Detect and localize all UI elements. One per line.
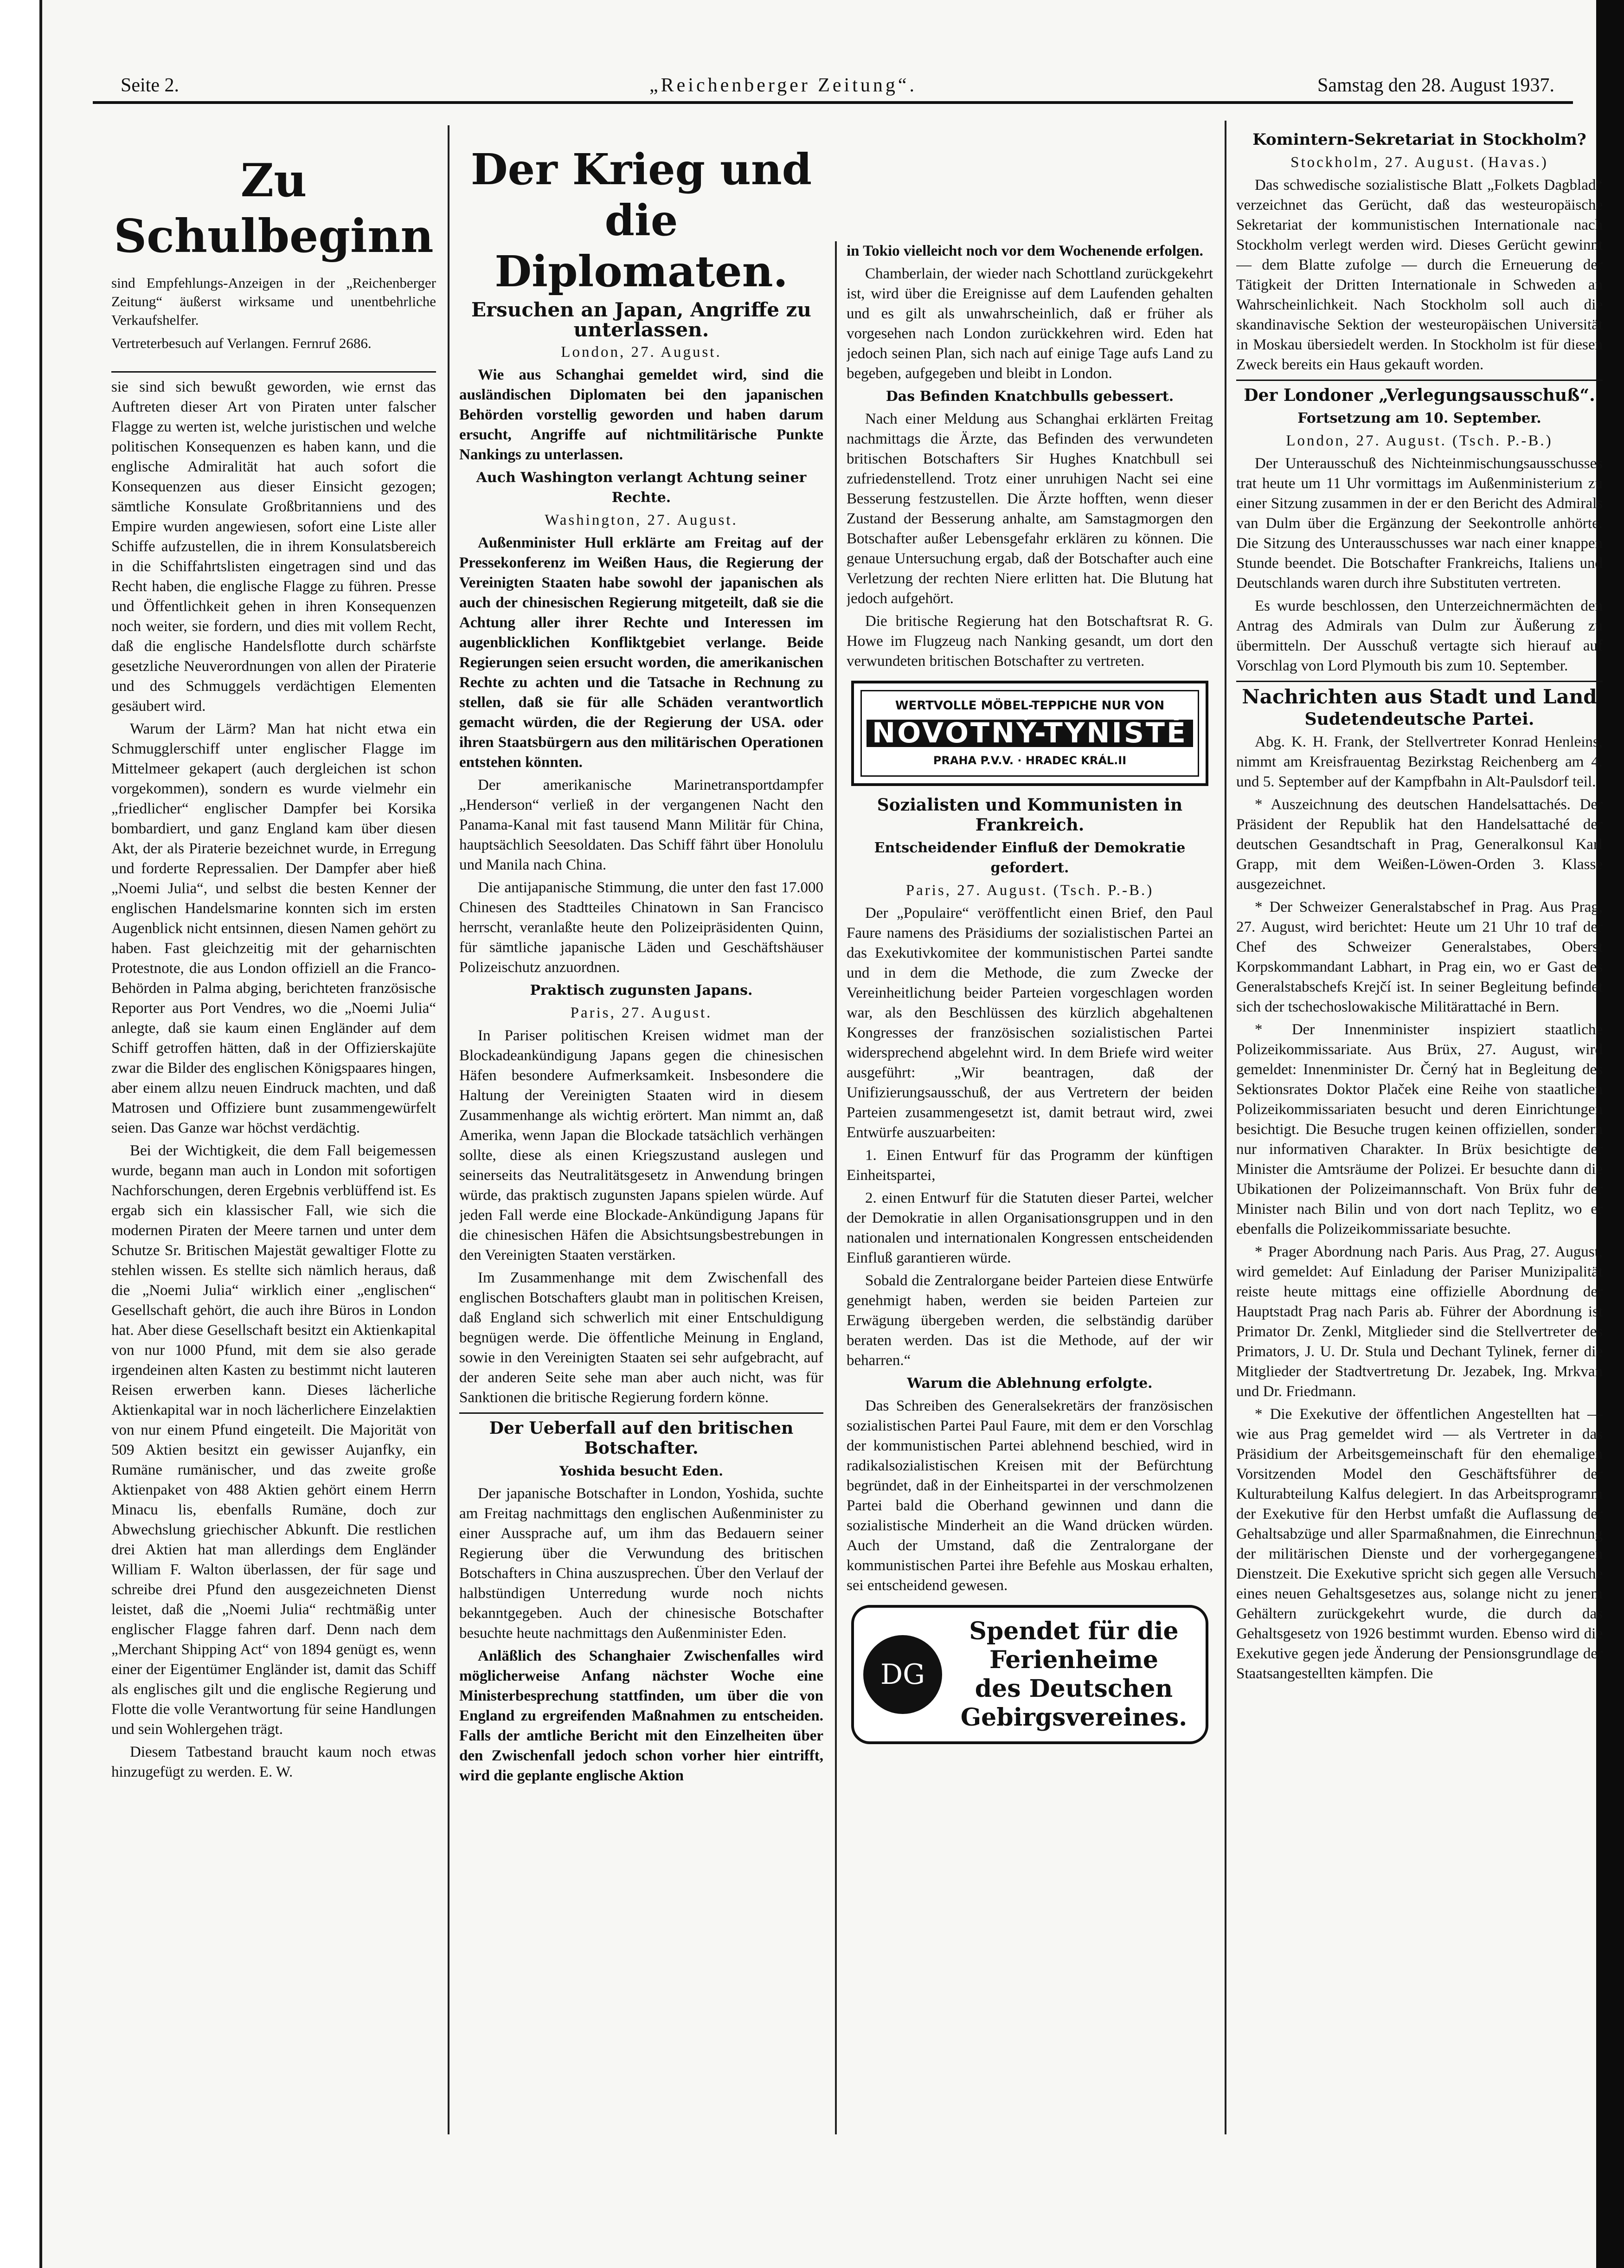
section-headline: Nachrichten aus Stadt und Land: [1242, 685, 1597, 708]
dateline: Paris, 27. August.: [570, 1005, 713, 1021]
column-rule-3: [1225, 121, 1226, 2134]
article-paragraph: Die britische Regierung hat den Botschaftsrat R. G. Howe im Flugzeug nach Nanking gesandt, um dort den verwundeten britischen Botschafter zu vertreten.: [847, 613, 1213, 670]
news-item: * Der Schweizer Generalstabschef in Prag. Aus Prag, 27. August, wird berichtet: Heute um 21 Uhr 10 traf der Chef des Schweizer Generalstabes, Oberst Korpskommandant Labhart, in Prag ein, wo er Gast des Generalstabschefs Krejčí ist. In seiner Begleitung befindet sich der tschechoslowakische Militärattaché in Bern.: [1236, 899, 1603, 1015]
ad-line: Spendet für die: [969, 1617, 1179, 1645]
article-paragraph: Das Schreiben des Generalsekretärs der französischen sozialistischen Partei Paul Faure, mit dem er den Vorschlag der kommunistischen Partei ablehnend beschied, wird in radikalsozialistischen Kreisen mit der Befürchtung begründet, daß in der Einheitspartei in der verschmolzenen Partei bald die Oberhand gewinnen und dann die sozialistische Minderheit an die Wand drücken würden. Auch der Umstand, daß die Zentralorgane der kommunistischen Partei ihre Befehle aus Moskau erhalten, sei entscheidend gewesen.: [847, 1398, 1213, 1594]
article-paragraph: Die antijapanische Stimmung, die unter den fast 17.000 Chinesen des Stadtteiles Chinatown in San Francisco herrscht, veranlaßte heute den Polizeipräsidenten Quinn, für sämtliche japanische Läden und Geschäftshäuser Polizeischutz anzuordnen.: [459, 879, 823, 976]
article-paragraph: Bei der Wichtigkeit, die dem Fall beigemessen wurde, begann man auch in London mit sofortigen Nachforschungen, deren Ergebnis verblüffend ist. Es ergab sich ein klassischer Fall, wie sich die modernen Piraten der Meere tarnen und unter dem Schutze Sr. Britischen Majestät gewaltiger Flotte zu stehlen wissen. Es stellte sich nämlich heraus, daß die „Noemi Julia“ wirklich einer „englischen“ Gesellschaft gehört, die auch ihre Büros in London hat. Aber diese Gesellschaft besitzt ein Aktienkapital von nur 1000 Pfund, mit dem sie also gerade irgendeinen alten Kasten zu bestimmt nicht lauteren Reisen erwerben kann. Dieses lächerliche Aktienkapital war in noch lächerlichere Einzelaktien von nur einem Pfund eingeteilt. Die Majorität von 509 Aktien besitzt ein gewisser Aujanfky, ein Rumäne rumänischer, und das zweite große Aktienpaket von 488 Aktien gehört einem Herrn Minacu lis, ebenfalls Rumäne, doch zur Abwechslung griechischer Abkunft. Die restlichen drei Aktien hat man allerdings dem Engländer William F. Walton überlassen, der für sage und schreibe drei Pfund den ausgezeichneten Dienst leistet, daß die „Noemi Julia“ rechtmäßig unter englischer Flagge fahren darf. Denn nach dem „Merchant Shipping Act“ von 1894 genügt es, wenn einer der Eigentümer Engländer ist, damit das Schiff als englisches gilt und die englische Regierung und Flotte die volle Verantwortung für seine Handlungen und sein Wohlergehen trägt.: [111, 1142, 436, 1738]
divider: [1236, 681, 1603, 682]
article-paragraph: Der Unterausschuß des Nichteinmischungsausschusses trat heute um 11 Uhr vormittags im Außenministerium zu einer Sitzung zusammen in der er den Bericht des Admirals van Dulm über die Ergänzung der Seekontrolle anhörte. Die Sitzung des Unterausschusses war nach einer knappen Stunde beendet. Die Botschafter Frankreichs, Italiens und Deutschlands waren durch ihre Substituten vertreten.: [1236, 455, 1603, 592]
article-paragraph: Das schwedische sozialistische Blatt „Folkets Dagblad“ verzeichnet das Gerücht, daß das westeuropäische Sekretariat der kommunistischen Internationale nach Stockholm verlegt werden wird. Dieses Gerücht gewinnt — dem Blatte zufolge — durch die Erneuerung der Tätigkeit der Dritten Internationale in Schweden an Wahrscheinlichkeit. Nach Stockholm soll auch die skandinavische Sektion der westeuropäischen Universität in Moskau übersiedelt werden. In Stockholm ist für diesen Zweck bereits ein Haus gekauft worden.: [1236, 177, 1603, 373]
masthead-rule: [93, 101, 1573, 104]
scan-margin: [0, 0, 42, 2268]
article-paragraph: Sobald die Zentralorgane beider Parteien diese Entwürfe genehmigt haben, werden sie beiden Parteien zur Erwägung übergeben werden, die selbständig darüber beraten werden. Das ist die Methode, auf der wir beharren.“: [847, 1272, 1213, 1369]
ad-headline: Zu Schulbeginn: [114, 154, 434, 263]
news-item: * Der Innenminister inspiziert staatliche Polizeikommissariate. Aus Brüx, 27. August, wird gemeldet: Innenminister Dr. Černý hat in Begleitung des Sektionsrates Doktor Plaček eine Reihe von staatlichen Polizeikommissariaten besucht und deren Einrichtungen besichtigt. Die Besuche trugen keinen offiziellen, sondern nur informativen Charakter. In Brüx besichtigte der Minister die Amtsräume der Polizei. Er besuchte dann die Ubikationen der Polizeimannschaft. Von Brüx fuhr der Minister nach Bilin und von dort nach Teplitz, wo er ebenfalls die Polizeikommissariate besuchte.: [1236, 1021, 1603, 1237]
article-paragraph: in Tokio vielleicht noch vor dem Wochenende erfolgen.: [847, 243, 1203, 259]
column-rule-2: [835, 241, 837, 2134]
section-subhead: Entscheidender Einfluß der Demokratie gefordert.: [874, 840, 1186, 876]
issue-date: Samstag den 28. August 1937.: [1317, 75, 1554, 96]
dateline: Stockholm, 27. August. (Havas.): [1290, 154, 1548, 171]
section-subhead: Warum die Ablehnung erfolgte.: [907, 1375, 1153, 1392]
article-paragraph: Es wurde beschlossen, den Unterzeichnermächten den Antrag des Admirals van Dulm zur Äußerung zu übermitteln. Der Ausschuß vertagte sich hierauf auf Vorschlag von Lord Plymouth bis zum 10. September.: [1236, 598, 1603, 674]
list-item: 1. Einen Entwurf für das Programm der künftigen Einheitspartei,: [847, 1147, 1213, 1184]
article-paragraph: Abg. K. H. Frank, der Stellvertreter Konrad Henleins, nimmt am Kreisfrauentag Bezirkstag Reichenberg am 4. und 5. September auf der Kampfbahn in Alt-Paulsdorf teil.: [1236, 734, 1603, 790]
ad-frame: [860, 690, 1199, 777]
masthead: [93, 74, 1568, 102]
ad-address: PRAHA P.V.V. · HRADEC KRÁL.II: [933, 754, 1127, 767]
divider: [1236, 380, 1603, 381]
donation-advertisement: [851, 1605, 1208, 1744]
column-rule-1: [448, 125, 449, 2134]
dateline: London, 27. August.: [561, 344, 722, 361]
column-1: [111, 116, 436, 2134]
section-subhead: Fortsetzung am 10. September.: [1297, 410, 1541, 426]
ad-line: Ferienheime: [989, 1646, 1158, 1674]
binding-edge: [39, 0, 42, 2268]
ad-line: Gebirgsvereines.: [960, 1703, 1188, 1732]
dateline: London, 27. August. (Tsch. P.-B.): [1286, 432, 1553, 449]
article-paragraph: Diesem Tatbestand braucht kaum noch etwas hinzugefügt zu werden. E. W.: [111, 1744, 436, 1780]
news-item: * Auszeichnung des deutschen Handelsattachés. Der Präsident der Republik hat den Handelsattaché der deutschen Gesandtschaft in Prag, Generalkonsul Karl Grapp, mit dem Weißen-Löwen-Orden 3. Klasse ausgezeichnet.: [1236, 796, 1603, 893]
dateline: Paris, 27. August. (Tsch. P.-B.): [905, 882, 1154, 899]
section-subhead: Der Londoner „Verlegungsausschuß“.: [1244, 386, 1595, 405]
article-paragraph: Nach einer Meldung aus Schanghai erklärten Freitag nachmittags die Ärzte, das Befinden des verwundeten britischen Botschafters Sir Hughes Knatchbull sei zufriedenstellend. Trotz einer unruhigen Nacht sei eine Besserung festzustellen. Die Ärzte hofften, wenn dieser Zustand der Besserung anhalte, am Samstagmorgen den Botschafter außer Lebensgefahr erklären zu können. Die genaue Untersuchung ergab, daß der Botschafter auch eine Verletzung der rechten Niere erlitten hat. Die Blutung hat jedoch aufgehört.: [847, 411, 1213, 607]
dateline: Washington, 27. August.: [545, 512, 738, 528]
article-paragraph: Im Zusammenhange mit dem Zwischenfall des englischen Botschafters glaubt man in politischen Kreisen, daß England sich schwerlich mit einer Entschuldigung begnügen werde. Die öffentliche Meinung in England, sowie in den Vereinigten Staaten sei sehr aufgebracht, auf der anderen Seite sehe man aber auch nicht, was für Sanktionen die britische Regierung fordern könne.: [459, 1269, 823, 1406]
ad-text: sind Empfehlungs-Anzeigen in der „Reichenberger Zeitung“ äußerst wirksame und unentbehrliche Verkaufshelfer.: [111, 275, 436, 328]
ad-line: des Deutschen: [975, 1675, 1173, 1703]
section-subhead: Der Ueberfall auf den britischen Botschafter.: [489, 1418, 794, 1458]
main-headline: Der Krieg und die Diplomaten.: [470, 144, 812, 296]
club-emblem-icon: DG: [863, 1635, 942, 1714]
article-paragraph: Anläßlich des Schanghaier Zwischenfalles wird möglicherweise Anfang nächster Woche eine Ministerbesprechung stattfinden, um über die von England zu ergreifenden Maßnahmen zu entscheiden. Falls der amtliche Bericht mit den Einzelheiten über den Zwischenfall jedoch schon vorher hier eintrifft, wird die geplante englische Aktion: [459, 1648, 823, 1784]
article-paragraph: Wie aus Schanghai gemeldet wird, sind die ausländischen Diplomaten bei den japanischen Behörden vorstellig geworden und haben darum ersucht, Angriffe auf nichtmilitärische Punkte Nankings zu unterlassen.: [459, 367, 823, 463]
article-paragraph: Der „Populaire“ veröffentlicht einen Brief, den Paul Faure namens des Präsidiums der sozialistischen Partei an das Exekutivkomitee der kommunistischen Partei sandte und in dem die Methode, die zum Zwecke der Vereinheitlichung beider Parteien vorgeschlagen worden war, als den Beschlüssen des kürzlich abgehaltenen Kongresses der französischen sozialistischen Partei widersprechend abgelehnt wird. In dem Briefe wird weiter ausgeführt: „Wir beantragen, daß der Unifizierungsausschuß, der aus Vertretern der beiden Parteien zusammengesetzt ist, damit betraut wird, zwei Entwürfe auszuarbeiten:: [847, 905, 1213, 1141]
section-subhead: Sudetendeutsche Partei.: [1304, 709, 1534, 729]
section-subhead: Das Befinden Knatchbulls gebessert.: [886, 388, 1174, 405]
divider: [111, 371, 436, 373]
article-paragraph: Chamberlain, der wieder nach Schottland zurückgekehrt ist, wird über die Ereignisse auf dem Laufenden gehalten und es gilt als unwahrscheinlich, daß er früher als vorgesehen nach London zurückkehren wird. Eden hat jedoch seinen Plan, sich nach auf einige Tage aufs Land zu begeben, aufgegeben und bleibt in London.: [847, 265, 1213, 382]
column-3: [847, 241, 1213, 2260]
article-paragraph: Der japanische Botschafter in London, Yoshida, suchte am Freitag nachmittags den englischen Außenminister zu einer Aussprache auf, um ihm das Bedauern seiner Regierung über die Verwundung des britischen Botschafters in China auszusprechen. Über den Verlauf der halbstündigen Unterredung wurde noch nichts bekanntgegeben. Auch der chinesische Botschafter besuchte heute nachmittags den Außenminister Eden.: [459, 1485, 823, 1642]
page-number: Seite 2.: [121, 75, 179, 96]
article-paragraph: Der amerikanische Marinetransportdampfer „Henderson“ verließ in der vergangenen Nacht den Panama-Kanal mit fast tausend Mann Militär für China, hauptsächlich Seesoldaten. Das Schiff fährt über Honolulu und Manila nach China.: [459, 777, 823, 873]
section-subhead: Praktisch zugunsten Japans.: [530, 982, 753, 999]
ad-tagline: WERTVOLLE MÖBEL-TEPPICHE NUR VON: [895, 699, 1165, 713]
list-item: 2. einen Entwurf für die Statuten dieser Partei, welcher der Demokratie in allen Organisationsgruppen und in den nationalen und internationalen Kongressen entscheidenden Einfluß garantieren würde.: [847, 1190, 1213, 1266]
news-item: * Die Exekutive der öffentlichen Angestellten hat — wie aus Prag gemeldet wird — als Vertreter in das Präsidium der Arbeitsgemeinschaft für den ehemaligen Vorsitzenden Model den Geschäftsführer der Kulturabteilung Kalfus delegiert. In das Arbeitsprogramm der Exekutive für den Herbst umfaßt die Auflassung der Gehaltsabzüge und aller Sparmaßnahmen, die Einrechnung der militärischen Dienste und der vorhergegangenen Dienstzeit. Die Exekutive spricht sich gegen alle Versuche eines neuen Gehaltsgesetzes aus, solange nicht zu jenem Gehältern zurückgekehrt wurde, die durch das Gehaltsgesetz von 1926 bestimmt wurden. Ebenso wird die Exekutive gegen jede Änderung der Pensionsgrundlage der Staatsangestellten kämpfen. Die: [1236, 1406, 1603, 1682]
section-subhead: Sozialisten und Kommunisten in Frankreich.: [877, 795, 1183, 835]
furniture-advertisement: [851, 681, 1208, 786]
column-4: [1236, 121, 1603, 2139]
section-subhead: Auch Washington verlangt Achtung seiner Rechte.: [476, 470, 807, 506]
divider: [459, 1412, 823, 1414]
main-subheadline: Ersuchen an Japan, Angriffe zu unterlassen.: [471, 298, 811, 341]
article-paragraph: Warum der Lärm? Man hat nicht etwa ein Schmugglerschiff unter englischer Flagge im Mittelmeer gekapert (auch dergleichen ist schon vorgekommen), sondern es wurde vielmehr ein „friedlicher“ englischer Dampfer bei Korsika bombardiert, und ganz England kam über diesen Akt, der als Piraterie bezeichnet wurde, in Erregung und forderte Repressalien. Der Dampfer aber hieß „Noemi Julia“, und selbst die besten Kenner der englischen Handelsmarine konnten sich im ersten Augenblick nicht entsinnen, diesen Namen gehört zu haben. Fast gleichzeitig mit der geharnischten Protestnote, die aus London offiziell an die Franco-Behörden in Palma abging, berichteten französische Reporter aus Port Vendres, wo die „Noemi Julia“ anlegte, daß sie kaum einen Engländer auf dem Schiff getroffen hätten, daß in der Offizierskajüte zwar die Bilder des englischen Königspaares hingen, aber einem allzu neuen Eindruck machten, und daß Matrosen und Offiziere bunt zusammengewürfelt seien. Das Ganze war höchst verdächtig.: [111, 721, 436, 1136]
news-item: * Prager Abordnung nach Paris. Aus Prag, 27. August, wird gemeldet: Auf Einladung der Pariser Munizipalität reiste heute mittags eine offizielle Abordnung der Hauptstadt Prag nach Paris ab. Führer der Abordnung ist Primator Dr. Zenkl, Mitglieder sind die Stellvertreter des Primators, J. U. Dr. Stula und Dechant Tylinek, ferner die Mitglieder der Stadtvertretung Dr. Jezabek, Ing. Mrkvan und Dr. Friedmann.: [1236, 1244, 1603, 1400]
column-2: [459, 116, 823, 2134]
article-paragraph: Außenminister Hull erklärte am Freitag auf der Pressekonferenz im Weißen Haus, die Regierung der Vereinigten Staaten habe sowohl der japanischen als auch der chinesischen Regierung mitgeteilt, daß sie die Achtung aller ihrer Rechte und Interessen im augenblicklichen Konfliktgebiet verlange. Beide Regierungen seien ersucht worden, die amerikanischen Rechte zu achten und die Tatsache in Rechnung zu stellen, daß sie für alle Schäden verantwortlich gemacht würden, die der Regierung der USA. oder ihren Staatsbürgern aus den militärischen Operationen entstehen könnten.: [459, 535, 823, 771]
section-subhead: Yoshida besucht Eden.: [559, 1463, 723, 1479]
ad-text-block: [951, 1617, 1196, 1732]
section-subhead: Komintern-Sekretariat in Stockholm?: [1252, 130, 1586, 149]
paper-name: „Reichenberger Zeitung“.: [649, 75, 918, 96]
ad-contact: Vertreterbesuch auf Verlangen. Fernruf 2686.: [111, 335, 372, 351]
article-paragraph: sie sind sich bewußt geworden, wie ernst das Auftreten dieser Art von Piraten unter falscher Flagge zu werten ist, welche juristischen und welche politischen Konsequenzen es haben kann, und die englische Admiralität hat auch sofort die Konsequenzen aus dieser Einsicht gezogen; sämtliche Konsulate Großbritanniens und des Empire wurden angewiesen, sofort eine Liste aller Schiffe aufzustellen, die in ihrem Konsulatsbereich in die Schiffahrtslisten eingetragen sind und das Recht haben, die englische Flagge zu führen. Presse und Öffentlichkeit gehen in ihren Konsequenzen noch weiter, sie fordern, und dies mit vollem Recht, daß die englische Handelsflotte durch schärfste gesetzliche Neuverordnungen von allen der Piraterie und des Schmuggels verdächtigen Elementen gesäubert wird.: [111, 379, 436, 715]
article-paragraph: In Pariser politischen Kreisen widmet man der Blockadeankündigung Japans gegen die chinesischen Häfen besondere Aufmerksamkeit. Insbesondere die Haltung der Vereinigten Staaten wird in diesem Zusammenhange als wichtig erörtert. Man nimmt an, daß Amerika, wenn Japan die Blockade tatsächlich verhängen sollte, diese als einen Kriegszustand auslegen und seinerseits das Neutralitätsgesetz in Anwendung bringen würde, das praktisch zugunsten Japans spielen würde. Auf jeden Fall werde eine Blockade-Ankündigung Japans für die chinesischen Häfen die Absichtsungsbestrebungen in den Vereinigten Staaten verstärken.: [459, 1027, 823, 1263]
ad-brand: NOVOTNÝ-TYNISTĚ: [867, 720, 1193, 747]
